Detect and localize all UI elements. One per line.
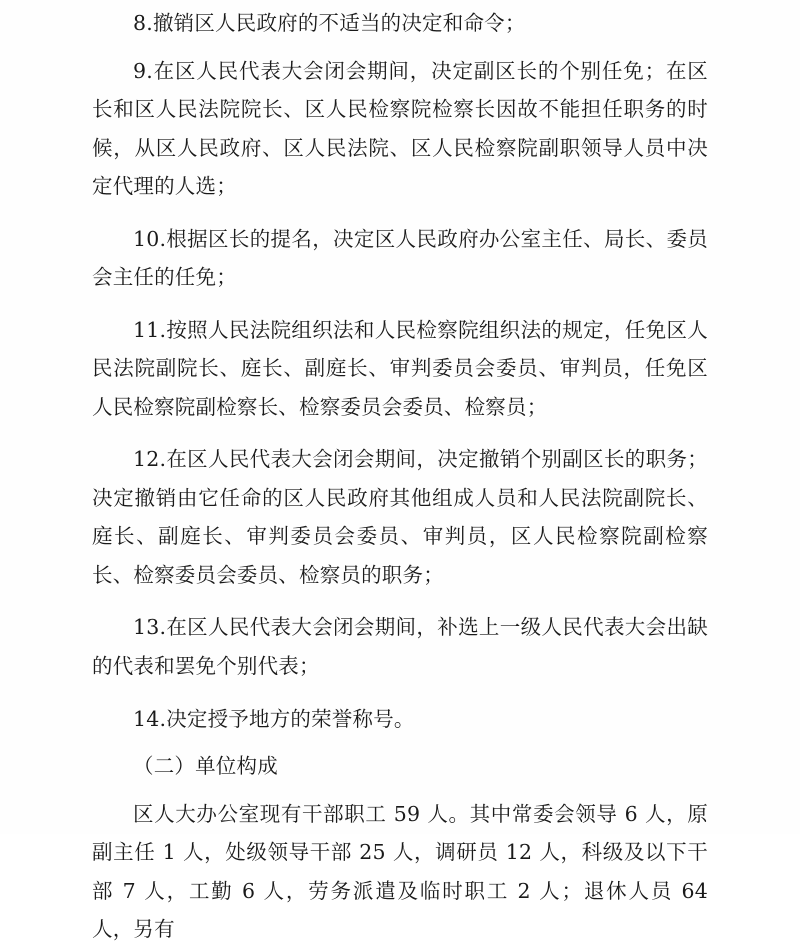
paragraph-item-13: 13.在区人民代表大会闭会期间，补选上一级人民代表大会出缺的代表和罢免个别代表；: [92, 615, 708, 678]
document-body: [92, 4, 708, 949]
paragraph-spacer: [92, 297, 708, 311]
paragraph-item-14: 14.决定授予地方的荣誉称号。: [133, 706, 415, 731]
paragraph-item-9: 9.在区人民代表大会闭会期间，决定副区长的个别任免；在区长和区人民法院院长、区人民检察院检察长因故不能担任职务的时候，从区人民政府、区人民法院、区人民检察院副职领导人员中决定代理的人选；: [92, 58, 708, 199]
paragraph-spacer: [92, 594, 708, 608]
paragraph-staff-composition: 区人大办公室现有干部职工 59 人。其中常委会领导 6 人，原副主任 1 人，处级领导干部 25 人，调研员 12 人，科级及以下干部 7 人，工勤 6 人，劳务派遣及临时职工 2 人；退休人员 64 人，另有: [92, 801, 708, 942]
paragraph-item-11: 11.按照人民法院组织法和人民检察院组织法的规定，任免区人民法院副院长、庭长、副庭长、审判委员会委员、审判员，任免区人民检察院副检察长、检察委员会委员、检察员；: [92, 317, 708, 419]
paragraph-spacer: [92, 206, 708, 220]
paragraph-spacer: [92, 786, 708, 795]
paragraph-spacer: [92, 686, 708, 700]
paragraph-spacer: [92, 43, 708, 52]
paragraph-spacer: [92, 426, 708, 440]
paragraph-spacer: [92, 738, 708, 747]
paragraph-item-10: 10.根据区长的提名，决定区人民政府办公室主任、局长、委员会主任的任免；: [92, 226, 708, 290]
paragraph-item-8: 8.撤销区人民政府的不适当的决定和命令；: [133, 11, 526, 35]
paragraph-item-12: 12.在区人民代表大会闭会期间，决定撤销个别副区长的职务；决定撤销由它任命的区人民政府其他组成人员和人民法院副院长、庭长、副庭长、审判委员会委员、审判员，区人民检察院副检察长、检察委员会委员、检察员的职务；: [92, 447, 708, 587]
section-heading-unit-composition: （二）单位构成: [133, 754, 278, 779]
